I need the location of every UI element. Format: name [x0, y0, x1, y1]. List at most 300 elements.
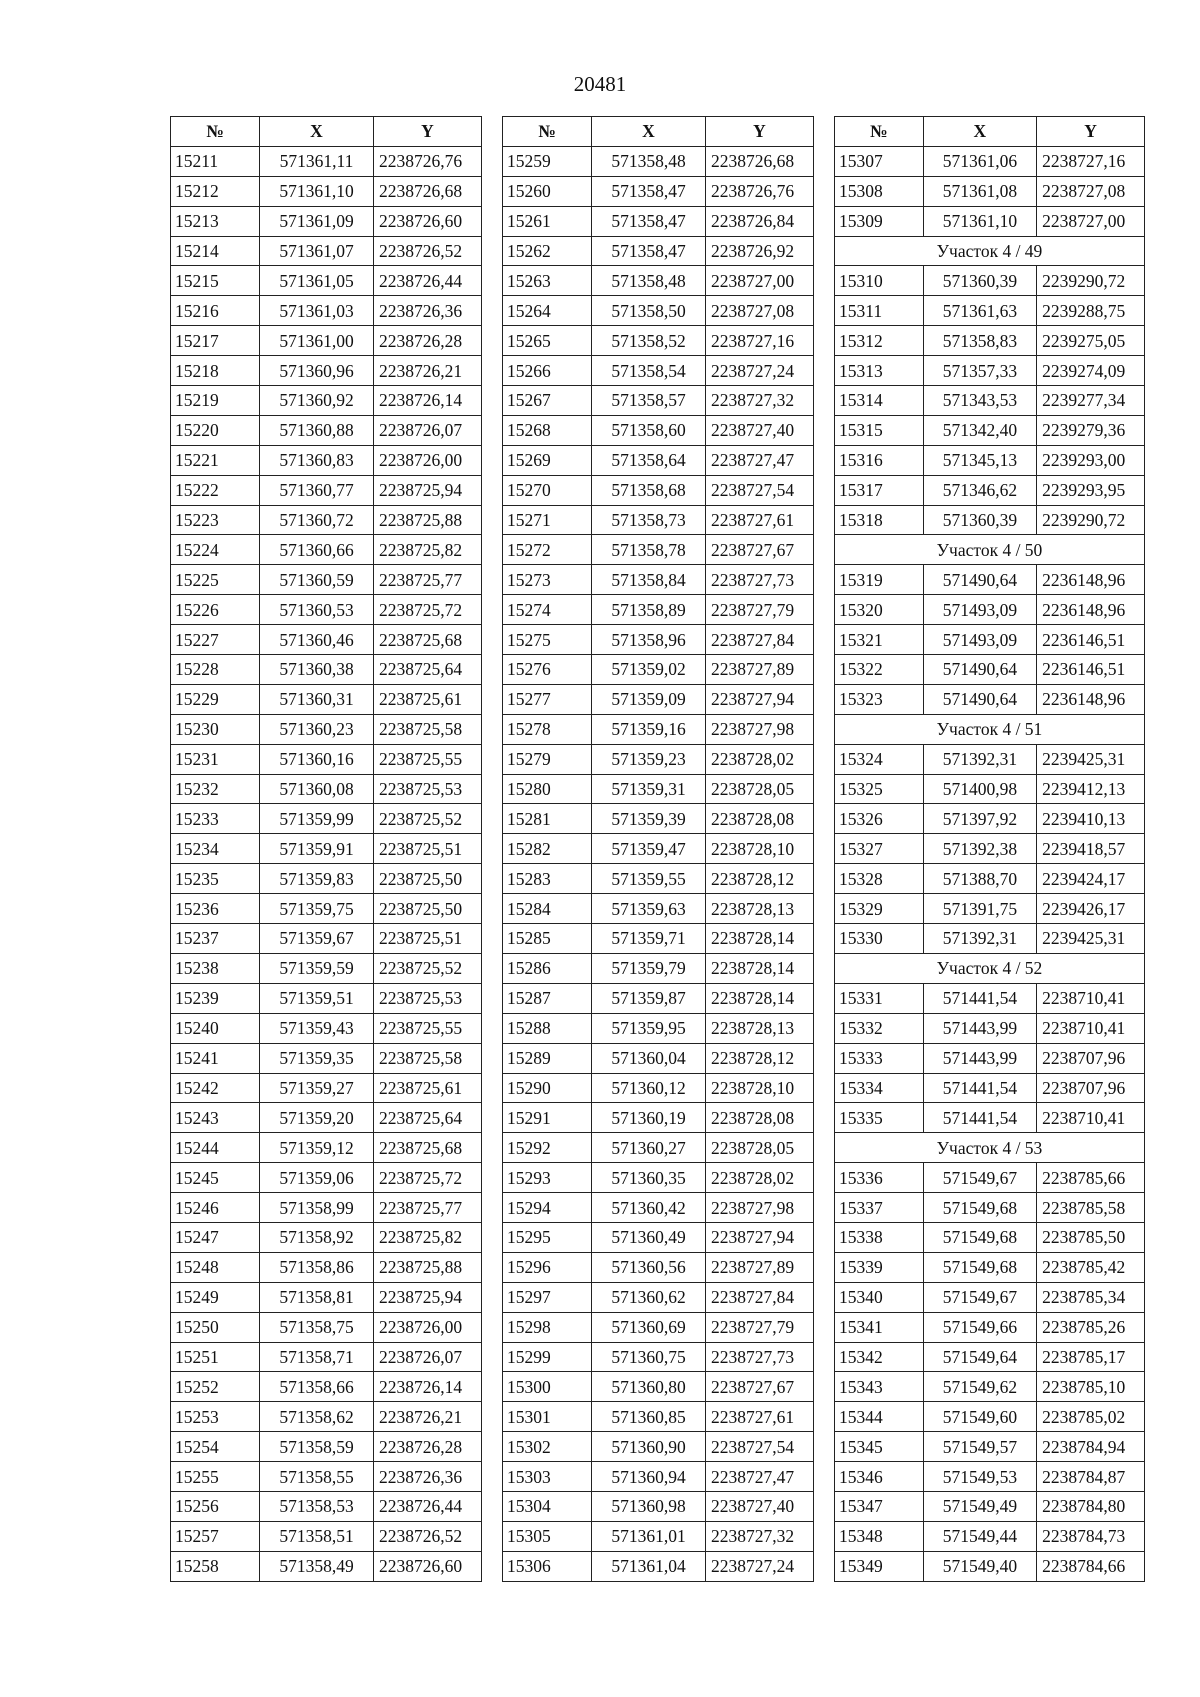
point-number: 15338 [835, 1222, 924, 1252]
table-row [835, 684, 1145, 714]
table-row [503, 565, 814, 595]
point-number: 15255 [171, 1462, 260, 1492]
x-coordinate: 571360,16 [260, 744, 374, 774]
point-number: 15307 [835, 146, 924, 176]
header-no: № [171, 117, 260, 147]
x-coordinate: 571359,12 [260, 1133, 374, 1163]
table-header-row [503, 117, 814, 147]
x-coordinate: 571358,49 [260, 1551, 374, 1581]
table-row [835, 1402, 1145, 1432]
point-number: 15282 [503, 834, 592, 864]
point-number: 15286 [503, 953, 592, 983]
point-number: 15288 [503, 1013, 592, 1043]
y-coordinate: 2239290,72 [1037, 266, 1145, 296]
point-number: 15285 [503, 924, 592, 954]
table-row [171, 1043, 482, 1073]
point-number: 15264 [503, 296, 592, 326]
y-coordinate: 2238785,34 [1037, 1282, 1145, 1312]
point-number: 15277 [503, 684, 592, 714]
table-row [503, 714, 814, 744]
x-coordinate: 571361,04 [592, 1551, 706, 1581]
x-coordinate: 571358,55 [260, 1462, 374, 1492]
point-number: 15246 [171, 1193, 260, 1223]
y-coordinate: 2236146,51 [1037, 655, 1145, 685]
y-coordinate: 2238725,77 [374, 565, 482, 595]
point-number: 15280 [503, 774, 592, 804]
y-coordinate: 2238726,68 [706, 146, 814, 176]
point-number: 15230 [171, 714, 260, 744]
table-row [171, 1163, 482, 1193]
point-number: 15304 [503, 1491, 592, 1521]
point-number: 15291 [503, 1103, 592, 1133]
table-row [171, 834, 482, 864]
x-coordinate: 571493,09 [923, 595, 1037, 625]
y-coordinate: 2238727,89 [706, 655, 814, 685]
table-row [835, 415, 1145, 445]
table-row [503, 326, 814, 356]
point-number: 15336 [835, 1163, 924, 1193]
y-coordinate: 2238726,44 [374, 266, 482, 296]
table-row [171, 1462, 482, 1492]
x-coordinate: 571360,12 [592, 1073, 706, 1103]
table-row [503, 1282, 814, 1312]
point-number: 15313 [835, 356, 924, 386]
x-coordinate: 571549,60 [923, 1402, 1037, 1432]
point-number: 15267 [503, 386, 592, 416]
point-number: 15283 [503, 864, 592, 894]
x-coordinate: 571360,59 [260, 565, 374, 595]
table-row [503, 1013, 814, 1043]
y-coordinate: 2239424,17 [1037, 864, 1145, 894]
x-coordinate: 571360,04 [592, 1043, 706, 1073]
point-number: 15269 [503, 445, 592, 475]
point-number: 15344 [835, 1402, 924, 1432]
table-row [171, 684, 482, 714]
x-coordinate: 571346,62 [923, 475, 1037, 505]
point-number: 15343 [835, 1372, 924, 1402]
section-label: Участок 4 / 49 [835, 236, 1145, 266]
table-row [835, 1432, 1145, 1462]
y-coordinate: 2238725,61 [374, 1073, 482, 1103]
x-coordinate: 571549,53 [923, 1462, 1037, 1492]
y-coordinate: 2238727,54 [706, 1432, 814, 1462]
table-row [835, 834, 1145, 864]
table-row [835, 296, 1145, 326]
x-coordinate: 571549,66 [923, 1312, 1037, 1342]
table-row [171, 1342, 482, 1372]
point-number: 15312 [835, 326, 924, 356]
point-number: 15295 [503, 1222, 592, 1252]
point-number: 15329 [835, 894, 924, 924]
point-number: 15302 [503, 1432, 592, 1462]
y-coordinate: 2239290,72 [1037, 505, 1145, 535]
point-number: 15300 [503, 1372, 592, 1402]
point-number: 15251 [171, 1342, 260, 1372]
y-coordinate: 2238725,77 [374, 1193, 482, 1223]
table-row [171, 1551, 482, 1581]
point-number: 15327 [835, 834, 924, 864]
y-coordinate: 2238726,21 [374, 356, 482, 386]
x-coordinate: 571361,05 [260, 266, 374, 296]
point-number: 15289 [503, 1043, 592, 1073]
table-row [503, 774, 814, 804]
y-coordinate: 2238725,58 [374, 1043, 482, 1073]
point-number: 15298 [503, 1312, 592, 1342]
x-coordinate: 571360,19 [592, 1103, 706, 1133]
section-row [835, 236, 1145, 266]
x-coordinate: 571359,99 [260, 804, 374, 834]
table-row [503, 804, 814, 834]
point-number: 15276 [503, 655, 592, 685]
x-coordinate: 571549,68 [923, 1193, 1037, 1223]
x-coordinate: 571360,96 [260, 356, 374, 386]
point-number: 15275 [503, 625, 592, 655]
y-coordinate: 2238726,36 [374, 296, 482, 326]
table-row [835, 386, 1145, 416]
x-coordinate: 571358,48 [592, 146, 706, 176]
x-coordinate: 571358,86 [260, 1252, 374, 1282]
y-coordinate: 2238726,44 [374, 1491, 482, 1521]
y-coordinate: 2238727,47 [706, 445, 814, 475]
point-number: 15244 [171, 1133, 260, 1163]
table-row [503, 1163, 814, 1193]
section-row [835, 953, 1145, 983]
y-coordinate: 2238727,73 [706, 1342, 814, 1372]
x-coordinate: 571343,53 [923, 386, 1037, 416]
y-coordinate: 2239274,09 [1037, 356, 1145, 386]
y-coordinate: 2238727,24 [706, 356, 814, 386]
x-coordinate: 571549,49 [923, 1491, 1037, 1521]
point-number: 15294 [503, 1193, 592, 1223]
y-coordinate: 2236148,96 [1037, 595, 1145, 625]
y-coordinate: 2238785,17 [1037, 1342, 1145, 1372]
x-coordinate: 571392,31 [923, 924, 1037, 954]
point-number: 15213 [171, 206, 260, 236]
y-coordinate: 2238728,05 [706, 774, 814, 804]
y-coordinate: 2238728,13 [706, 894, 814, 924]
x-coordinate: 571360,85 [592, 1402, 706, 1432]
y-coordinate: 2238727,47 [706, 1462, 814, 1492]
point-number: 15290 [503, 1073, 592, 1103]
table-row [171, 386, 482, 416]
x-coordinate: 571358,47 [592, 206, 706, 236]
table-row [171, 1222, 482, 1252]
y-coordinate: 2238785,66 [1037, 1163, 1145, 1193]
point-number: 15223 [171, 505, 260, 535]
x-coordinate: 571360,35 [592, 1163, 706, 1193]
point-number: 15271 [503, 505, 592, 535]
y-coordinate: 2239279,36 [1037, 415, 1145, 445]
x-coordinate: 571359,06 [260, 1163, 374, 1193]
point-number: 15317 [835, 475, 924, 505]
x-coordinate: 571361,06 [923, 146, 1037, 176]
y-coordinate: 2238726,60 [374, 206, 482, 236]
x-coordinate: 571360,90 [592, 1432, 706, 1462]
x-coordinate: 571359,95 [592, 1013, 706, 1043]
x-coordinate: 571358,51 [260, 1521, 374, 1551]
point-number: 15227 [171, 625, 260, 655]
x-coordinate: 571359,55 [592, 864, 706, 894]
point-number: 15249 [171, 1282, 260, 1312]
y-coordinate: 2238785,58 [1037, 1193, 1145, 1223]
x-coordinate: 571360,92 [260, 386, 374, 416]
x-coordinate: 571549,68 [923, 1222, 1037, 1252]
table-row [171, 714, 482, 744]
y-coordinate: 2238725,88 [374, 1252, 482, 1282]
point-number: 15231 [171, 744, 260, 774]
point-number: 15216 [171, 296, 260, 326]
y-coordinate: 2238727,84 [706, 1282, 814, 1312]
y-coordinate: 2238728,02 [706, 1163, 814, 1193]
table-row [835, 176, 1145, 206]
x-coordinate: 571400,98 [923, 774, 1037, 804]
x-coordinate: 571360,38 [260, 655, 374, 685]
x-coordinate: 571360,72 [260, 505, 374, 535]
y-coordinate: 2238726,14 [374, 386, 482, 416]
point-number: 15253 [171, 1402, 260, 1432]
table-row [171, 1103, 482, 1133]
table-row [503, 834, 814, 864]
point-number: 15272 [503, 535, 592, 565]
x-coordinate: 571358,99 [260, 1193, 374, 1223]
point-number: 15273 [503, 565, 592, 595]
x-coordinate: 571345,13 [923, 445, 1037, 475]
point-number: 15311 [835, 296, 924, 326]
header-y: Y [1037, 117, 1145, 147]
point-number: 15235 [171, 864, 260, 894]
point-number: 15301 [503, 1402, 592, 1432]
x-coordinate: 571358,47 [592, 236, 706, 266]
y-coordinate: 2238727,24 [706, 1551, 814, 1581]
x-coordinate: 571490,64 [923, 684, 1037, 714]
point-number: 15265 [503, 326, 592, 356]
y-coordinate: 2238727,00 [1037, 206, 1145, 236]
y-coordinate: 2238726,00 [374, 445, 482, 475]
header-y: Y [706, 117, 814, 147]
y-coordinate: 2238725,88 [374, 505, 482, 535]
table-row [171, 1252, 482, 1282]
point-number: 15261 [503, 206, 592, 236]
x-coordinate: 571359,67 [260, 924, 374, 954]
point-number: 15339 [835, 1252, 924, 1282]
x-coordinate: 571361,00 [260, 326, 374, 356]
point-number: 15215 [171, 266, 260, 296]
y-coordinate: 2238725,52 [374, 953, 482, 983]
point-number: 15217 [171, 326, 260, 356]
table-row [171, 1013, 482, 1043]
point-number: 15238 [171, 953, 260, 983]
table-row [503, 864, 814, 894]
table-row [171, 894, 482, 924]
table-row [171, 1312, 482, 1342]
point-number: 15236 [171, 894, 260, 924]
y-coordinate: 2236146,51 [1037, 625, 1145, 655]
y-coordinate: 2238727,73 [706, 565, 814, 595]
table-row [835, 744, 1145, 774]
y-coordinate: 2238785,50 [1037, 1222, 1145, 1252]
table-row [503, 176, 814, 206]
y-coordinate: 2238728,08 [706, 1103, 814, 1133]
table-row [503, 924, 814, 954]
x-coordinate: 571359,79 [592, 953, 706, 983]
table-row [503, 1043, 814, 1073]
table-row [503, 386, 814, 416]
x-coordinate: 571359,09 [592, 684, 706, 714]
y-coordinate: 2238727,00 [706, 266, 814, 296]
table-row [835, 1222, 1145, 1252]
x-coordinate: 571359,02 [592, 655, 706, 685]
x-coordinate: 571360,77 [260, 475, 374, 505]
y-coordinate: 2238725,50 [374, 894, 482, 924]
x-coordinate: 571358,57 [592, 386, 706, 416]
point-number: 15254 [171, 1432, 260, 1462]
table-row [171, 1521, 482, 1551]
table-row [503, 953, 814, 983]
y-coordinate: 2238727,89 [706, 1252, 814, 1282]
table-row [171, 983, 482, 1013]
point-number: 15270 [503, 475, 592, 505]
point-number: 15334 [835, 1073, 924, 1103]
header-x: X [592, 117, 706, 147]
x-coordinate: 571358,68 [592, 475, 706, 505]
point-number: 15211 [171, 146, 260, 176]
y-coordinate: 2238728,05 [706, 1133, 814, 1163]
table-row [171, 206, 482, 236]
x-coordinate: 571359,16 [592, 714, 706, 744]
x-coordinate: 571359,91 [260, 834, 374, 864]
x-coordinate: 571360,53 [260, 595, 374, 625]
y-coordinate: 2238728,10 [706, 834, 814, 864]
x-coordinate: 571358,78 [592, 535, 706, 565]
point-number: 15306 [503, 1551, 592, 1581]
x-coordinate: 571490,64 [923, 565, 1037, 595]
table-row [503, 266, 814, 296]
x-coordinate: 571360,62 [592, 1282, 706, 1312]
point-number: 15219 [171, 386, 260, 416]
x-coordinate: 571441,54 [923, 1103, 1037, 1133]
table-row [503, 744, 814, 774]
table-row [503, 1103, 814, 1133]
x-coordinate: 571358,62 [260, 1402, 374, 1432]
x-coordinate: 571360,83 [260, 445, 374, 475]
table-row [835, 1521, 1145, 1551]
table-row [503, 1133, 814, 1163]
x-coordinate: 571549,68 [923, 1252, 1037, 1282]
table-row [503, 475, 814, 505]
point-number: 15287 [503, 983, 592, 1013]
point-number: 15260 [503, 176, 592, 206]
table-row [503, 1193, 814, 1223]
table-row [171, 146, 482, 176]
table-row [171, 1491, 482, 1521]
x-coordinate: 571358,96 [592, 625, 706, 655]
x-coordinate: 571358,60 [592, 415, 706, 445]
table-row [835, 1312, 1145, 1342]
y-coordinate: 2238726,07 [374, 415, 482, 445]
y-coordinate: 2238725,68 [374, 625, 482, 655]
point-number: 15214 [171, 236, 260, 266]
section-label: Участок 4 / 50 [835, 535, 1145, 565]
y-coordinate: 2238707,96 [1037, 1043, 1145, 1073]
header-x: X [923, 117, 1037, 147]
table-row [835, 1342, 1145, 1372]
x-coordinate: 571360,46 [260, 625, 374, 655]
table-row [171, 625, 482, 655]
x-coordinate: 571361,07 [260, 236, 374, 266]
x-coordinate: 571358,48 [592, 266, 706, 296]
table-row [503, 894, 814, 924]
x-coordinate: 571358,84 [592, 565, 706, 595]
y-coordinate: 2239293,00 [1037, 445, 1145, 475]
point-number: 15345 [835, 1432, 924, 1462]
point-number: 15320 [835, 595, 924, 625]
table-row [171, 1193, 482, 1223]
table-row [171, 953, 482, 983]
table-row [503, 1312, 814, 1342]
x-coordinate: 571342,40 [923, 415, 1037, 445]
y-coordinate: 2238710,41 [1037, 1103, 1145, 1133]
point-number: 15322 [835, 655, 924, 685]
x-coordinate: 571388,70 [923, 864, 1037, 894]
y-coordinate: 2238726,76 [374, 146, 482, 176]
coordinate-table-2 [502, 116, 814, 1582]
table-row [835, 475, 1145, 505]
point-number: 15318 [835, 505, 924, 535]
point-number: 15221 [171, 445, 260, 475]
table-row [503, 1491, 814, 1521]
x-coordinate: 571392,31 [923, 744, 1037, 774]
point-number: 15314 [835, 386, 924, 416]
table-row [503, 296, 814, 326]
y-coordinate: 2238725,94 [374, 475, 482, 505]
y-coordinate: 2238727,08 [1037, 176, 1145, 206]
y-coordinate: 2238725,64 [374, 1103, 482, 1133]
y-coordinate: 2238785,10 [1037, 1372, 1145, 1402]
table-row [171, 475, 482, 505]
y-coordinate: 2239426,17 [1037, 894, 1145, 924]
x-coordinate: 571358,50 [592, 296, 706, 326]
point-number: 15241 [171, 1043, 260, 1073]
table-row [171, 356, 482, 386]
y-coordinate: 2238728,14 [706, 924, 814, 954]
x-coordinate: 571361,03 [260, 296, 374, 326]
table-row [171, 774, 482, 804]
y-coordinate: 2238728,10 [706, 1073, 814, 1103]
x-coordinate: 571359,43 [260, 1013, 374, 1043]
y-coordinate: 2238727,79 [706, 1312, 814, 1342]
table-row [171, 804, 482, 834]
table-row [835, 1462, 1145, 1492]
table-row [503, 146, 814, 176]
point-number: 15324 [835, 744, 924, 774]
x-coordinate: 571361,08 [923, 176, 1037, 206]
table-row [503, 1462, 814, 1492]
coordinate-table-1 [170, 116, 482, 1582]
point-number: 15331 [835, 983, 924, 1013]
x-coordinate: 571361,10 [923, 206, 1037, 236]
point-number: 15340 [835, 1282, 924, 1312]
x-coordinate: 571361,63 [923, 296, 1037, 326]
x-coordinate: 571361,09 [260, 206, 374, 236]
y-coordinate: 2238727,98 [706, 1193, 814, 1223]
x-coordinate: 571397,92 [923, 804, 1037, 834]
y-coordinate: 2238725,72 [374, 595, 482, 625]
x-coordinate: 571549,44 [923, 1521, 1037, 1551]
page-number: 20481 [573, 72, 627, 96]
table-row [835, 774, 1145, 804]
y-coordinate: 2238725,82 [374, 535, 482, 565]
y-coordinate: 2238784,94 [1037, 1432, 1145, 1462]
